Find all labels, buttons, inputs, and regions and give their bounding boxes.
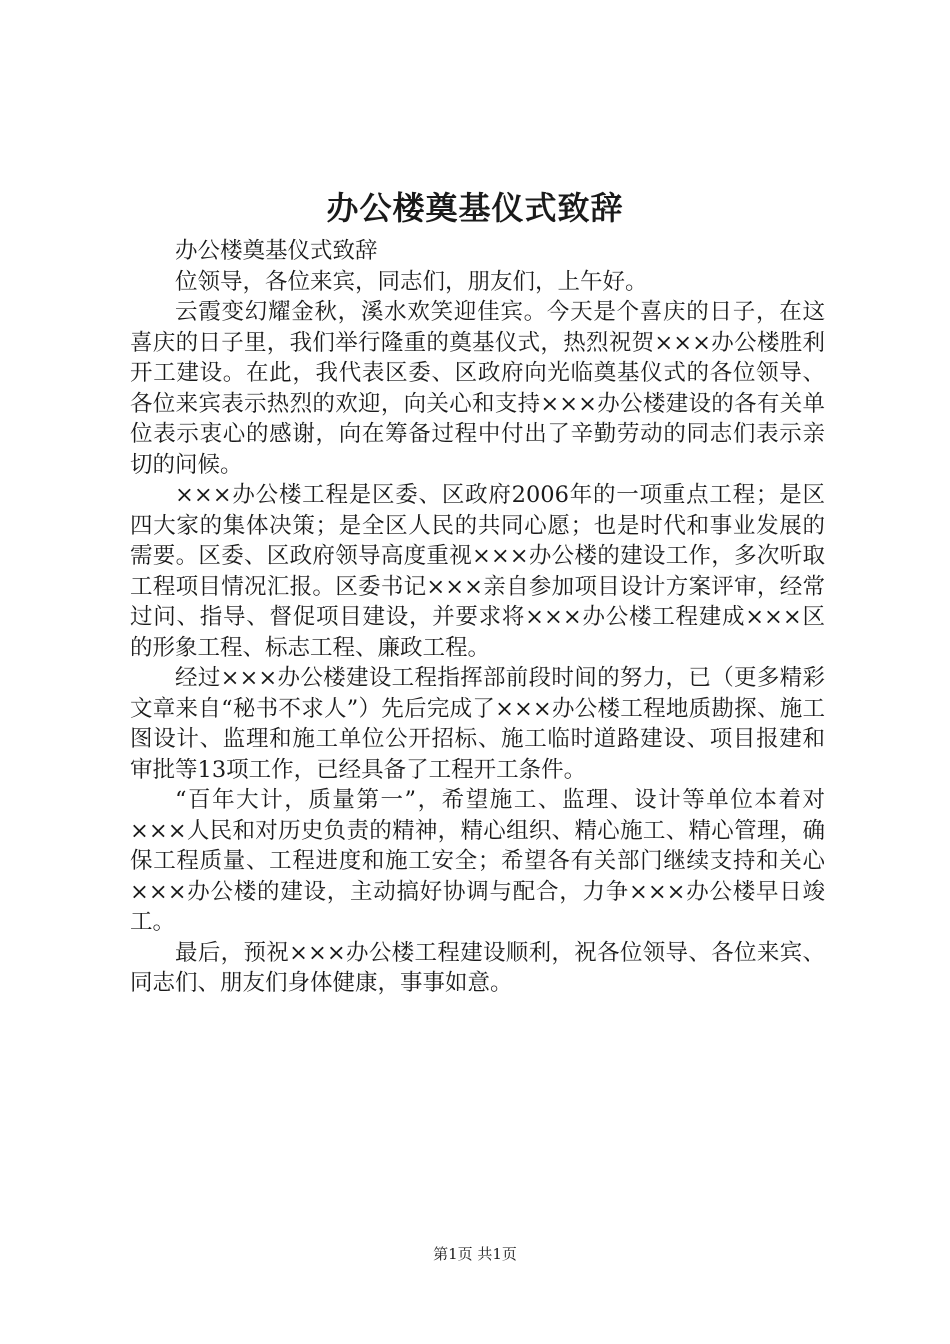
paragraph: 经过×××办公楼建设工程指挥部前段时间的努力，已（更多精彩文章来自“秘书不求人”）先后完成了×××办公楼工程地质勘探、施工图设计、监理和施工单位公开招标、施工临时道路建设、项目报建和审批等13项工作，已经具备了工程开工条件。 <box>130 665 825 783</box>
paragraph: “百年大计，质量第一”，希望施工、监理、设计等单位本着对×××人民和对历史负责的精神，精心组织、精心施工、精心管理，确保工程质量、工程进度和施工安全；希望各有关部门继续支持和关心×××办公楼的建设，主动搞好协调与配合，力争×××办公楼早日竣工。 <box>130 787 825 935</box>
paragraph: 最后，预祝×××办公楼工程建设顺利，祝各位领导、各位来宾、同志们、朋友们身体健康，事事如意。 <box>130 939 825 996</box>
paragraph: 云霞变幻耀金秋，溪水欢笑迎佳宾。今天是个喜庆的日子，在这喜庆的日子里，我们举行隆重的奠基仪式，热烈祝贺×××办公楼胜利开工建设。在此，我代表区委、区政府向光临奠基仪式的各位领导、各位来宾表示热烈的欢迎，向关心和支持×××办公楼建设的各有关单位表示衷心的感谢，向在筹备过程中付出了辛勤劳动的同志们表示亲切的问候。 <box>130 299 825 478</box>
paragraph: ×××办公楼工程是区委、区政府2006年的一项重点工程；是区四大家的集体决策；是全区人民的共同心愿；也是时代和事业发展的需要。区委、区政府领导高度重视×××办公楼的建设工作，多次听取工程项目情况汇报。区委书记×××亲自参加项目设计方案评审，经常过问、指导、督促项目建设，并要求将×××办公楼工程建成×××区的形象工程、标志工程、廉政工程。 <box>130 482 825 661</box>
paragraph: 位领导，各位来宾，同志们，朋友们，上午好。 <box>175 268 648 295</box>
document-body <box>130 236 825 999</box>
document-title: 办公楼奠基仪式致辞 <box>326 189 624 227</box>
paragraph: 办公楼奠基仪式致辞 <box>175 238 378 264</box>
page-number-footer: 第1页 共1页 <box>433 1245 517 1263</box>
